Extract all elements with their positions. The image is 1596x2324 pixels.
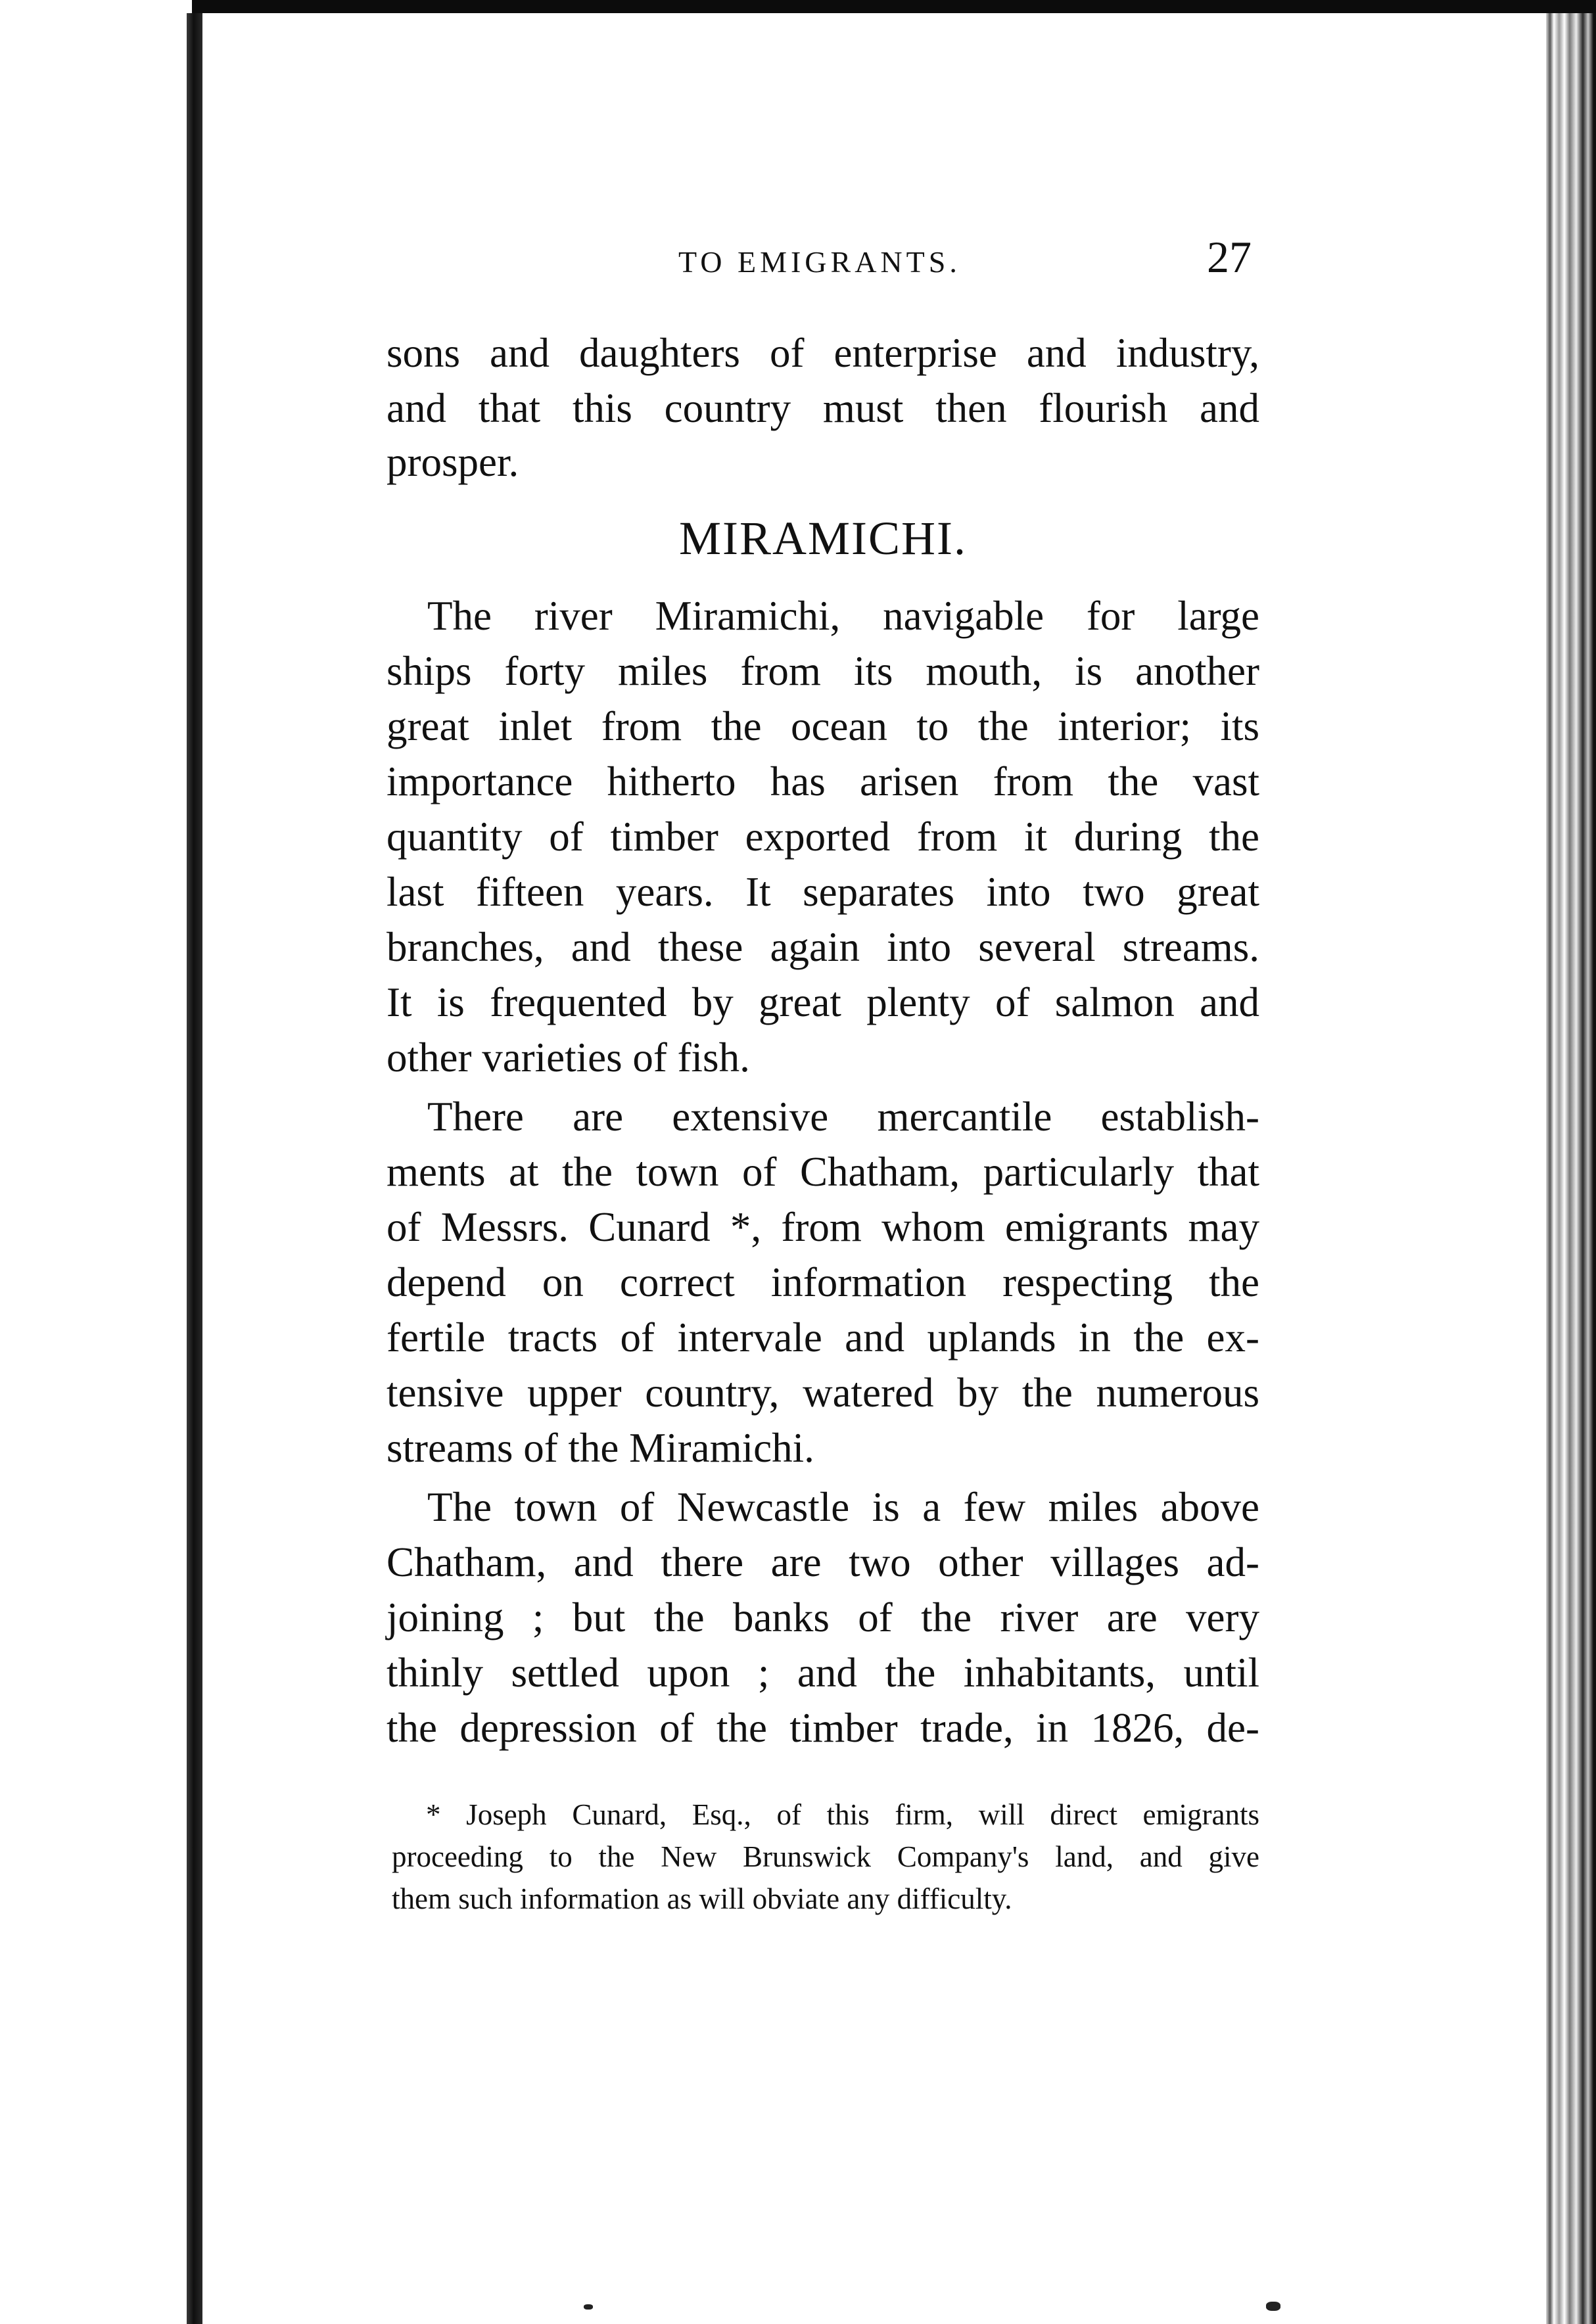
book-gutter-shadow xyxy=(187,13,202,2324)
footnote-line: proceeding to the New Brunswick Company's land, and give xyxy=(392,1840,1259,1873)
scan-speck xyxy=(1266,2302,1280,2311)
text-line: sons and daughters of enterprise and industry, xyxy=(387,330,1259,376)
text-line: importance hitherto has arisen from the vast xyxy=(387,758,1259,804)
text-line: great inlet from the ocean to the interior; its xyxy=(387,703,1259,749)
text-line: the depression of the timber trade, in 1826, de- xyxy=(387,1705,1259,1751)
scan-speck xyxy=(584,2304,593,2310)
text-line: streams of the Miramichi. xyxy=(387,1425,814,1471)
text-line: tensive upper country, watered by the numerous xyxy=(387,1370,1259,1416)
text-line: other varieties of fish. xyxy=(387,1034,750,1081)
text-line: fertile tracts of intervale and uplands in the ex- xyxy=(387,1314,1259,1360)
text-line: It is frequented by great plenty of salmon and xyxy=(387,979,1259,1025)
text-line: joining ; but the banks of the river are very xyxy=(387,1594,1259,1640)
section-heading: MIRAMICHI. xyxy=(678,512,967,565)
text-line: prosper. xyxy=(387,439,519,485)
text-line: and that this country must then flourish and xyxy=(387,385,1259,431)
text-line: The river Miramichi, navigable for large xyxy=(427,593,1259,639)
text-line: depend on correct information respecting the xyxy=(387,1259,1259,1305)
scan-margin-left xyxy=(0,0,192,2324)
text-line: quantity of timber exported from it during the xyxy=(387,814,1259,860)
text-line: last fifteen years. It separates into two great xyxy=(387,869,1259,915)
text-line: The town of Newcastle is a few miles above xyxy=(427,1484,1259,1530)
page-edges-right xyxy=(1546,13,1596,2324)
text-line: ments at the town of Chatham, particularly that xyxy=(387,1149,1259,1195)
text-line: Chatham, and there are two other villages ad- xyxy=(387,1539,1259,1585)
text-line: thinly settled upon ; and the inhabitants, until xyxy=(387,1650,1259,1696)
text-line: branches, and these again into several streams. xyxy=(387,924,1259,970)
footnote-line: * Joseph Cunard, Esq., of this firm, will direct emigrants xyxy=(426,1798,1259,1831)
scan-border-top xyxy=(0,0,1596,13)
text-line: ships forty miles from its mouth, is another xyxy=(387,648,1259,694)
page-number: 27 xyxy=(1207,232,1252,282)
running-head: TO EMIGRANTS. xyxy=(678,245,961,279)
footnote-line: them such information as will obviate any difficulty. xyxy=(392,1882,1012,1915)
text-line: of Messrs. Cunard *, from whom emigrants may xyxy=(387,1204,1259,1250)
text-line: There are extensive mercantile establish- xyxy=(427,1094,1259,1140)
